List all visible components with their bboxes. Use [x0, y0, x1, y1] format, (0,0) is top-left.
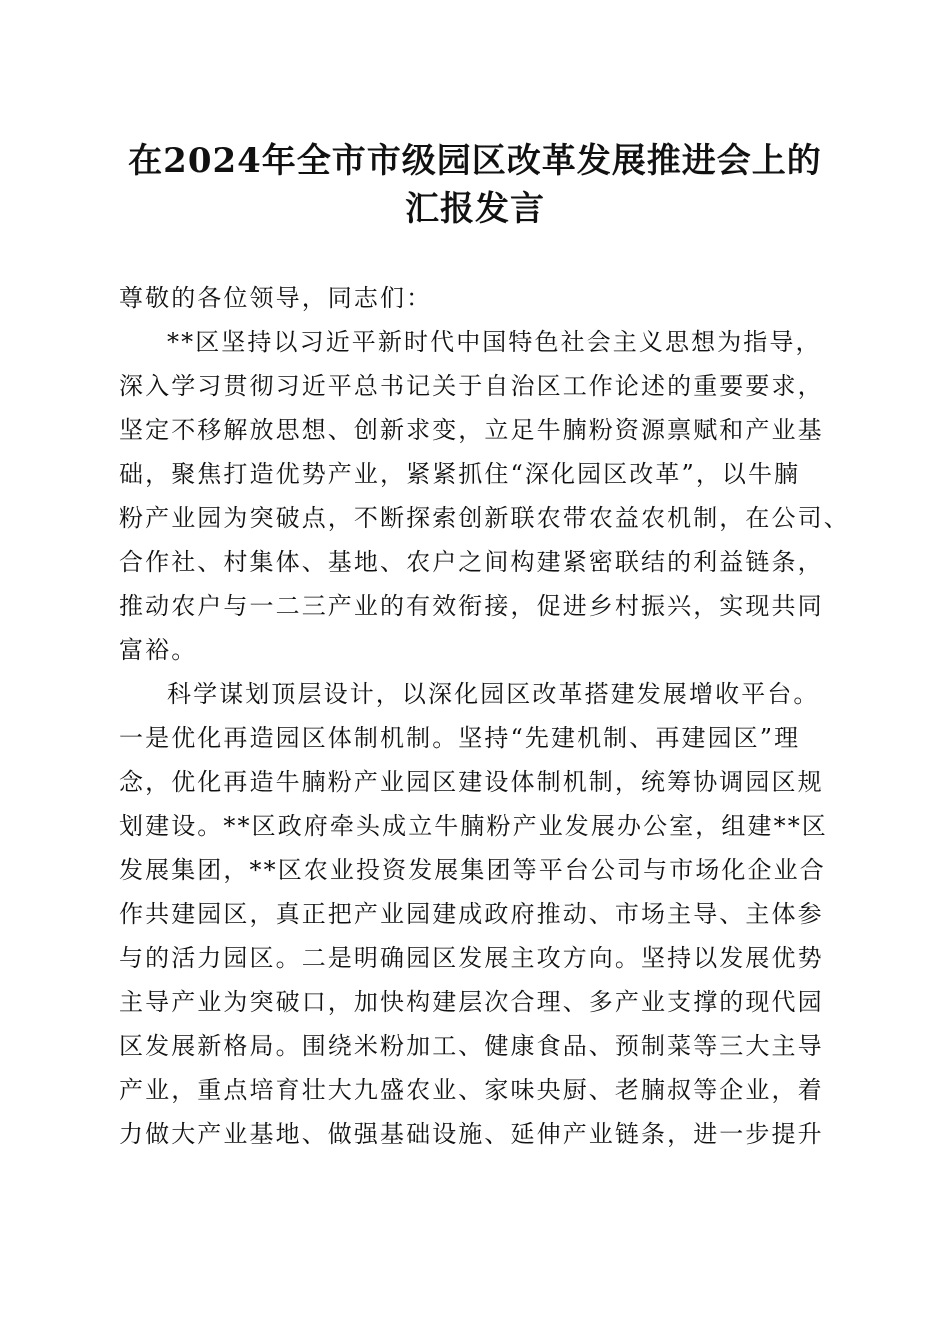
document-title-line-2: 汇报发言: [405, 189, 545, 229]
paragraph-2-line: 作共建园区，真正把产业园建成政府推动、市场主导、主体参: [119, 900, 824, 928]
paragraph-1-line: 富裕。: [119, 636, 198, 664]
paragraph-2-line: 划建设。**区政府牵头成立牛腩粉产业发展办公室，组建**区: [119, 812, 828, 840]
paragraph-1-line: 深入学习贯彻习近平总书记关于自治区工作论述的重要要求，: [119, 372, 824, 400]
paragraph-1-line: 粉产业园为突破点，不断探索创新联农带农益农机制，在公司、: [119, 504, 850, 532]
paragraph-2-line: 产业，重点培育壮大九盛农业、家味央厨、老腩叔等企业，着: [119, 1076, 824, 1104]
paragraph-1-line: 合作社、村集体、基地、农户之间构建紧密联结的利益链条，: [119, 548, 824, 576]
paragraph-2-line: 主导产业为突破口，加快构建层次合理、多产业支撑的现代园: [119, 988, 824, 1016]
paragraph-2-line: 发展集团，**区农业投资发展集团等平台公司与市场化企业合: [119, 856, 826, 884]
paragraph-1-line: 础，聚焦打造优势产业，紧紧抓住“深化园区改革”，以牛腩: [119, 460, 801, 488]
paragraph-2-line: 念，优化再造牛腩粉产业园区建设体制机制，统筹协调园区规: [119, 768, 824, 796]
salutation: 尊敬的各位领导，同志们：: [119, 284, 433, 312]
paragraph-1-line: 推动农户与一二三产业的有效衔接，促进乡村振兴，实现共同: [119, 592, 824, 620]
paragraph-1-line: **区坚持以习近平新时代中国特色社会主义思想为指导，: [167, 328, 822, 356]
paragraph-2-line: 区发展新格局。围绕米粉加工、健康食品、预制菜等三大主导: [119, 1032, 824, 1060]
paragraph-2-line: 与的活力园区。二是明确园区发展主攻方向。坚持以发展优势: [119, 944, 824, 972]
paragraph-2-line: 一是优化再造园区体制机制。坚持“先建机制、再建园区”理: [119, 724, 801, 752]
paragraph-2-line: 力做大产业基地、做强基础设施、延伸产业链条，进一步提升: [119, 1120, 824, 1148]
document-title-line-1: 在2024年全市市级园区改革发展推进会上的: [128, 141, 822, 181]
paragraph-1-line: 坚定不移解放思想、创新求变，立足牛腩粉资源禀赋和产业基: [119, 416, 824, 444]
paragraph-2-line: 科学谋划顶层设计，以深化园区改革搭建发展增收平台。: [167, 680, 820, 708]
